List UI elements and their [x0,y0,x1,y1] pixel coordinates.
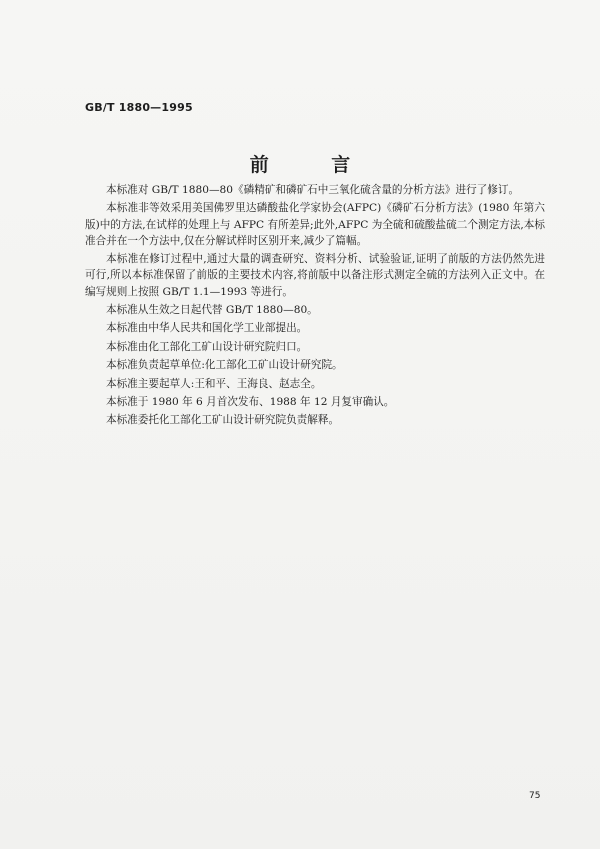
page-title: 前 言 [249,154,379,176]
paragraph: 本标准于 1980 年 6 月首次发布、1988 年 12 月复审确认。 [106,395,395,408]
paragraph: 本标准非等效采用美国佛罗里达磷酸盐化学家协会(AFPC)《磷矿石分析方法》(1980 年第六版)中的方法,在试样的处理上与 AFPC 有所差异;此外,AFPC 为全硫和硫酸盐硫二个测定方法,本标准合并在一个方法中,仅在分解试样时区别开来,减少了篇幅。 [85,202,545,247]
paragraph: 本标准负责起草单位:化工部化工矿山设计研究院。 [106,359,343,372]
paragraph: 本标准委托化工部化工矿山设计研究院负责解释。 [106,414,340,427]
paragraph: 本标准由化工部化工矿山设计研究院归口。 [106,340,308,353]
paragraph: 本标准在修订过程中,通过大量的调查研究、资料分析、试验验证,证明了前版的方法仍然先进可行,所以本标准保留了前版的主要技术内容,将前版中以备注形式测定全硫的方法列入正文中。在编写规则上按照 GB/T 1.1—1993 等进行。 [85,253,545,298]
paragraph: 本标准主要起草人:王和平、王海良、赵志全。 [106,377,322,390]
paragraph: 本标准从生效之日起代替 GB/T 1880—80。 [106,303,318,316]
standard-code: GB/T 1880—1995 [85,101,193,114]
paragraph: 本标准对 GB/T 1880—80《磷精矿和磷矿石中三氧化硫含量的分析方法》进行了修订。 [106,184,520,196]
foreword-body [85,182,545,431]
page-number: 75 [529,791,541,801]
paragraph: 本标准由中华人民共和国化学工业部提出。 [106,322,308,335]
